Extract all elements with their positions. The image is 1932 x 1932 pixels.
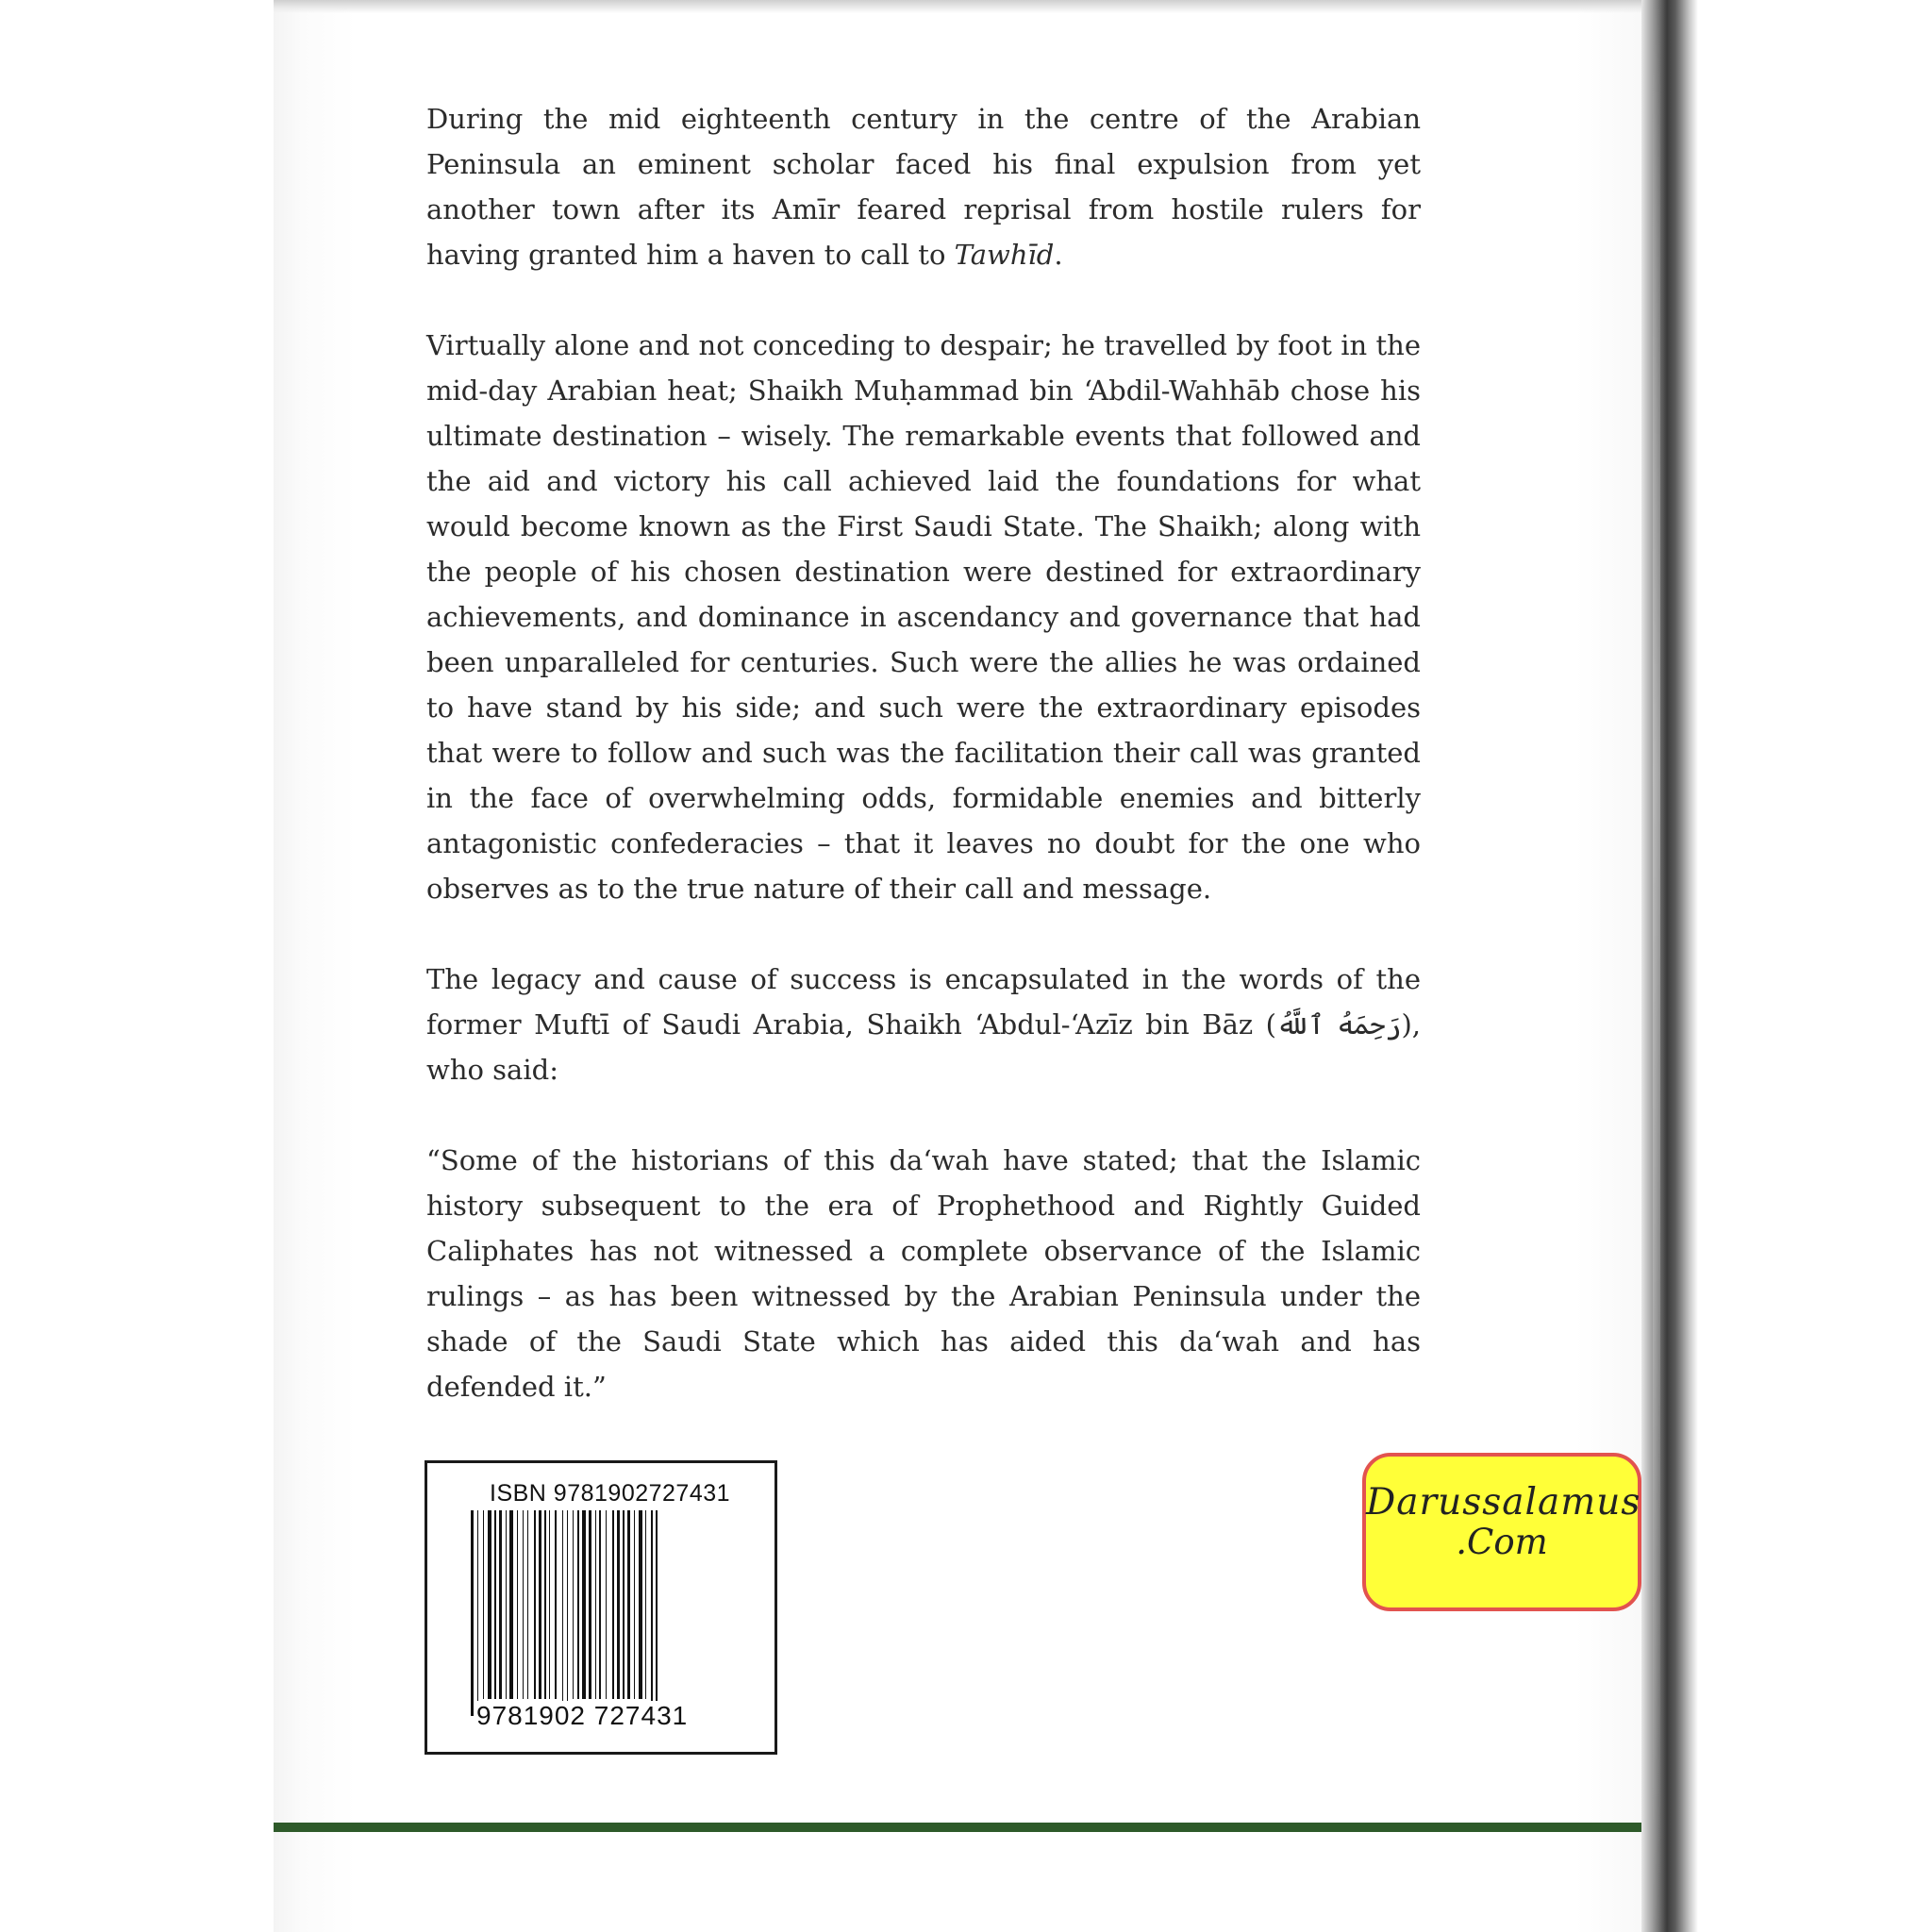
barcode-bar <box>494 1510 496 1699</box>
barcode-bar <box>567 1510 568 1716</box>
paragraph-1-lead: During the mid eighteenth century in the centre of the Arabian Peninsula an eminent scholar faced his final expulsion from yet another town after its Amīr feared reprisal from hostile rulers for having granted him a haven to call to <box>426 103 1421 271</box>
barcode-bars <box>471 1510 735 1716</box>
paragraph-4-quote: “Some of the historians of this daʻwah have stated; that the Islamic history subsequent to the era of Prophethood and Rightly Guided Caliphates has not witnessed a complete observance of the Islamic rulings – as has been witnessed by the Arabian Peninsula under the shade of the Saudi State which has aided this daʻwah and has defended it.” <box>426 1144 1421 1403</box>
green-rule <box>274 1823 1658 1832</box>
paragraph-2: Virtually alone and not conceding to despair; he travelled by foot in the mid-day Arabian heat; Shaikh Muḥammad bin ʻAbdil-Wahhāb chose his ultimate destination – wisely. The remarkable events that followed and the aid and victory his call achieved laid the foundations for what would become known as the First Saudi State. The Shaikh; along with the people of his chosen destination were destined for extraordinary achievements, and dominance in ascendancy and governance that had been unparalleled for centuries. Such were the allies he was ordained to have stand by his side; and such were the extraordinary episodes that were to follow and such was the facilitation their call was granted in the face of overwhelming odds, formidable enemies and bitterly antagonistic confederacies – that it leaves no doubt for the one who observes as to the true nature of their call and message. <box>426 329 1421 905</box>
barcode-bar <box>506 1510 507 1699</box>
barcode-bar <box>627 1510 630 1699</box>
barcode-bar <box>623 1510 625 1699</box>
barcode-bar <box>599 1510 601 1699</box>
barcode-bar <box>488 1510 491 1699</box>
barcode-bar <box>612 1510 614 1699</box>
barcode-digits: 9781902 727431 <box>476 1701 689 1730</box>
barcode-bar <box>634 1510 635 1699</box>
barcode-bar <box>656 1510 658 1716</box>
barcode-bar <box>582 1510 586 1699</box>
barcode-bar <box>555 1510 557 1699</box>
watermark-stamp <box>1362 1453 1641 1611</box>
barcode-bar <box>549 1510 550 1699</box>
barcode-bar <box>639 1510 642 1699</box>
barcode-bar <box>645 1510 646 1699</box>
barcode-bar <box>617 1510 620 1699</box>
barcode-bar <box>527 1510 528 1699</box>
barcode-bar <box>651 1510 653 1716</box>
barcode-bar <box>544 1510 546 1699</box>
barcode-bar <box>517 1510 518 1699</box>
paragraph-1 <box>426 96 1421 277</box>
barcode-bar <box>509 1510 513 1699</box>
barcode-bar <box>477 1510 478 1716</box>
barcode-bar <box>606 1510 607 1699</box>
paragraph-1-tail: . <box>1054 239 1063 271</box>
barcode-bar <box>539 1510 541 1699</box>
stamp-line-2: .Com <box>1456 1522 1548 1562</box>
barcode-box <box>425 1460 777 1755</box>
spine-gloss <box>1653 0 1660 1932</box>
paragraph-3: The legacy and cause of success is encapsulated in the words of the former Muftī of Saudi Arabia, Shaikh ʻAbdul-ʻAzīz bin Bāz (رَحِمَهُ ٱللَّهُ), who said: <box>426 963 1421 1086</box>
barcode-bar <box>577 1510 579 1699</box>
stamp-line-1: Darussalamus <box>1366 1481 1641 1524</box>
barcode-bar <box>562 1510 563 1716</box>
cover-top-edge <box>274 0 1658 13</box>
paragraph-1-emphasis: Tawhīd <box>954 239 1055 271</box>
barcode-bar <box>499 1510 502 1699</box>
isbn-label: ISBN 9781902727431 <box>490 1480 731 1507</box>
blurb-text <box>426 96 1421 1409</box>
barcode-bar <box>483 1510 484 1699</box>
barcode-bar <box>471 1510 474 1716</box>
barcode-bar <box>534 1510 536 1699</box>
barcode-bar <box>595 1510 596 1699</box>
barcode-bar <box>523 1510 524 1699</box>
barcode-bar <box>573 1510 574 1699</box>
barcode-bar <box>589 1510 591 1699</box>
spine-shadow <box>1641 0 1698 1932</box>
